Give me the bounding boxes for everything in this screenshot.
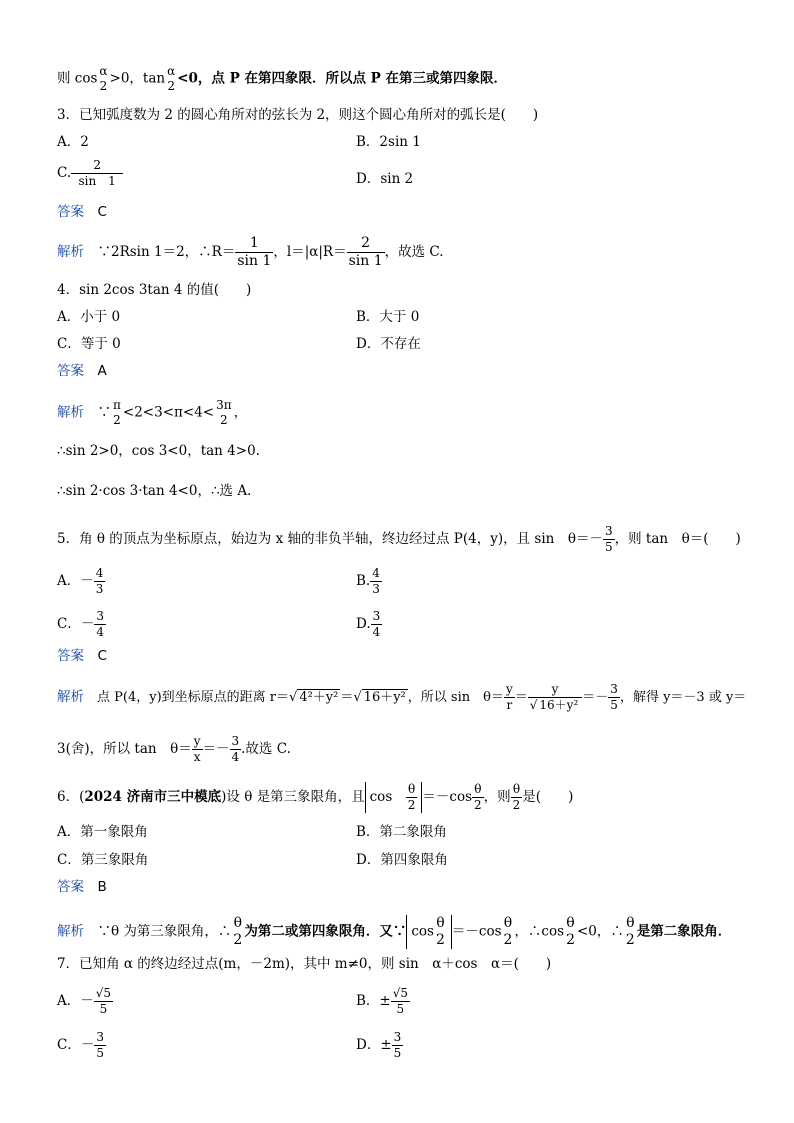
q5-option-b	[356, 566, 382, 597]
q4-stem: 4．sin 2cos 3tan 4 的值( )	[57, 282, 252, 298]
den: 2	[503, 932, 513, 948]
fraction	[94, 986, 113, 1017]
fraction	[230, 734, 242, 765]
q7-option-a	[57, 986, 113, 1017]
den: x	[193, 750, 201, 764]
answer-label: 答案	[57, 204, 84, 220]
label: C.	[57, 165, 72, 181]
text: cos	[411, 923, 434, 940]
label: A．－	[57, 573, 94, 589]
num: 2	[71, 158, 123, 174]
den: 2	[474, 798, 482, 812]
text: ∵2Rsin 1＝2，∴R＝	[97, 244, 236, 260]
den: 5	[96, 1046, 104, 1060]
den: √ 16＋y²	[529, 698, 579, 712]
q5-stem	[57, 524, 741, 555]
q3-option-d: D．sin 2	[356, 171, 414, 187]
abs-value	[365, 782, 423, 813]
den: sin 1	[348, 253, 383, 269]
text: ，则 tan θ＝( )	[614, 531, 741, 547]
q4-solution-line2: ∴sin 2>0，cos 3<0，tan 4>0.	[57, 443, 260, 459]
den: 2	[220, 413, 228, 427]
solution-label: 解析	[57, 923, 84, 940]
solution-label: 解析	[57, 244, 84, 260]
text: 5．角 θ 的顶点为坐标原点，始边为 x 轴的非负半轴，终边经过点 P(4，y)，且 sin θ＝－	[57, 531, 603, 547]
num: y	[193, 734, 201, 748]
q6-option-c: C．第三象限角	[57, 852, 149, 868]
den: 3	[95, 582, 104, 596]
q3-option-c	[57, 158, 123, 189]
q3-option-b: B．2sin 1	[356, 134, 421, 150]
q4-option-c: C．等于 0	[57, 336, 121, 352]
text: 是第二象限角．	[636, 923, 732, 940]
num: √5	[95, 986, 112, 1000]
num: 3	[96, 1030, 104, 1044]
fraction	[97, 64, 109, 94]
text: ＝－cos	[451, 923, 502, 940]
label: B．±	[356, 993, 391, 1009]
answer-label: 答案	[57, 648, 84, 664]
text: <0，点 P 在第四象限．所以点 P 在第三或第四象限．	[177, 70, 508, 87]
fraction	[608, 682, 620, 713]
num: α	[167, 64, 176, 78]
den: sin 1	[78, 174, 116, 188]
num: 4	[95, 566, 104, 580]
den: 5	[393, 1046, 402, 1060]
radicand: 4²＋y²	[299, 690, 339, 705]
den: 4	[372, 625, 381, 639]
q4-answer	[57, 362, 107, 380]
den: 2	[99, 79, 108, 93]
fraction	[192, 734, 203, 765]
q5-answer	[57, 647, 107, 665]
fraction	[347, 235, 385, 270]
fraction	[528, 682, 583, 713]
text: ＝－	[582, 690, 609, 705]
radicand: 16＋y²	[363, 690, 406, 705]
den: 2	[566, 932, 575, 948]
q6-answer	[57, 878, 107, 896]
text: ∵	[97, 404, 111, 421]
text: ＝	[514, 690, 528, 705]
fraction	[504, 682, 515, 713]
num: θ	[503, 915, 513, 931]
text: ，所以 sin θ＝	[407, 690, 504, 705]
den: 4	[231, 750, 240, 764]
num: θ	[626, 915, 635, 931]
q7-option-b	[356, 986, 410, 1017]
text: 6．(	[57, 789, 85, 805]
label: B.	[356, 573, 371, 589]
den: 5	[396, 1002, 405, 1016]
den: 3	[372, 582, 380, 596]
text: ，∴cos	[514, 923, 565, 940]
fraction	[231, 915, 244, 949]
den: 2	[512, 798, 521, 812]
q7-stem: 7．已知角 α 的终边经过点(m，－2m)，其中 m≠0，则 sin α＋cos α＝( )	[57, 956, 552, 972]
den: 2	[233, 932, 243, 948]
q5-option-a	[57, 566, 105, 597]
solution-label: 解析	[57, 404, 84, 421]
text: ∵θ 为第三象限角，∴	[97, 923, 232, 940]
num: α	[99, 64, 108, 78]
text: <0，∴	[576, 923, 624, 940]
text: ＝－cos	[422, 789, 473, 805]
q6-solution	[57, 915, 731, 949]
answer-value: C	[97, 648, 107, 664]
num: θ	[511, 782, 523, 798]
answer-label: 答案	[57, 363, 84, 379]
fraction	[603, 524, 615, 555]
num: y	[528, 682, 583, 698]
den: 4	[96, 625, 104, 639]
den: 2	[167, 79, 175, 93]
q6-option-b: B．第二象限角	[356, 824, 447, 840]
abs-value	[406, 915, 452, 949]
num: √5	[392, 986, 409, 1000]
q6-stem	[57, 782, 573, 813]
den: 2	[435, 932, 445, 948]
num: 4	[372, 566, 380, 580]
text: ＝－	[202, 741, 230, 757]
den: 2	[625, 932, 635, 948]
num: 3	[610, 682, 618, 696]
text: 则 cos	[57, 70, 98, 87]
q3-solution	[57, 235, 444, 270]
text: .故选 C.	[241, 741, 291, 757]
fraction	[370, 566, 382, 597]
num: y	[505, 682, 513, 696]
answer-value: C	[97, 204, 107, 220]
label: D．±	[356, 1037, 392, 1053]
num: θ	[233, 915, 243, 931]
fraction	[392, 1030, 404, 1061]
radicand: 16＋y²	[539, 698, 579, 712]
fraction	[94, 1030, 106, 1061]
fraction	[94, 609, 106, 640]
fraction	[406, 782, 418, 813]
text: ，解得 y＝－3 或 y＝	[619, 690, 747, 705]
fraction	[94, 566, 106, 597]
num: 3	[604, 524, 613, 538]
text: <2<3<π<4<	[122, 404, 215, 421]
text: )设 θ 是第三象限角，且	[221, 789, 365, 805]
den: sin 1	[237, 253, 272, 269]
fraction	[214, 398, 234, 428]
label: C．－	[57, 616, 95, 632]
den: 5	[604, 540, 613, 554]
den: 2	[407, 798, 416, 812]
q4-option-a: A．小于 0	[57, 309, 121, 325]
num: 2	[347, 235, 385, 253]
num: π	[113, 398, 121, 412]
fraction	[71, 158, 123, 189]
text: >0，tan	[109, 70, 166, 87]
q5-option-d	[356, 609, 382, 640]
text: 3(舍)，所以 tan θ＝	[57, 741, 192, 757]
q6-option-a: A．第一象限角	[57, 824, 148, 840]
num: 3	[96, 609, 104, 623]
den: r	[506, 698, 513, 712]
label: D.	[356, 616, 371, 632]
fraction	[564, 915, 577, 949]
fraction	[472, 782, 484, 813]
q6-option-d: D．第四象限角	[356, 852, 448, 868]
q4-option-d: D．不存在	[356, 336, 421, 352]
den: 2	[113, 413, 121, 427]
num: θ	[436, 915, 445, 931]
q5-solution-line2	[57, 734, 291, 765]
num: 3	[231, 734, 240, 748]
q3-option-a: A．2	[57, 134, 89, 150]
text: 是( )	[522, 789, 574, 805]
text: 为第二或第四象限角．又∵	[244, 923, 407, 940]
intro-line	[57, 64, 507, 94]
q7-option-c	[57, 1030, 106, 1061]
q3-answer	[57, 203, 107, 221]
label: C．－	[57, 1037, 95, 1053]
num: θ	[406, 782, 418, 798]
q4-solution-line3: ∴sin 2·cos 3·tan 4<0，∴选 A.	[57, 483, 252, 499]
text: cos	[369, 789, 406, 805]
source: 2024 济南市三中模底	[84, 789, 222, 805]
text: ＝	[340, 690, 354, 705]
q5-solution: 解析 点 P(4，y)到坐标原点的距离 r＝√ 4²＋y² ＝√ 16＋y² ，所以 sin θ＝ $\frac{y}{r}$ ＝ $\frac{y}{\text{√ 16＋y²}}$ ＝－ $\frac{3}{5}$ ，解得 y＝－3 或 y＝	[57, 682, 747, 712]
q5-option-c	[57, 609, 106, 640]
fraction	[111, 398, 123, 428]
solution-label: 解析	[57, 689, 84, 705]
answer-label: 答案	[57, 879, 84, 895]
fraction	[165, 64, 177, 94]
fraction	[511, 782, 523, 813]
fraction	[235, 235, 273, 270]
fraction	[502, 915, 515, 949]
text: ，故选 C.	[384, 244, 444, 260]
den: 5	[99, 1002, 108, 1016]
fraction	[434, 915, 447, 949]
q4-solution	[57, 398, 247, 428]
q7-option-d	[356, 1030, 403, 1061]
num: 3π	[216, 398, 232, 412]
den: 5	[610, 698, 618, 712]
text: ，	[233, 404, 248, 421]
q3-stem: 3．已知弧度数为 2 的圆心角所对的弦长为 2，则这个圆心角所对的弧长是( )	[57, 107, 539, 123]
num: 3	[372, 609, 381, 623]
num: θ	[472, 782, 484, 798]
fraction	[624, 915, 637, 949]
label: A．－	[57, 993, 94, 1009]
num: 1	[235, 235, 273, 253]
q4-option-b: B．大于 0	[356, 309, 420, 325]
fraction	[391, 986, 410, 1017]
fraction	[371, 609, 383, 640]
num: θ	[566, 915, 575, 931]
text: ，l＝|α|R＝	[273, 244, 347, 260]
answer-value: B	[97, 879, 107, 895]
num: 3	[393, 1030, 402, 1044]
text: ，则	[483, 789, 511, 805]
text: 点 P(4，y)到坐标原点的距离 r＝	[97, 690, 290, 705]
answer-value: A	[97, 363, 107, 379]
